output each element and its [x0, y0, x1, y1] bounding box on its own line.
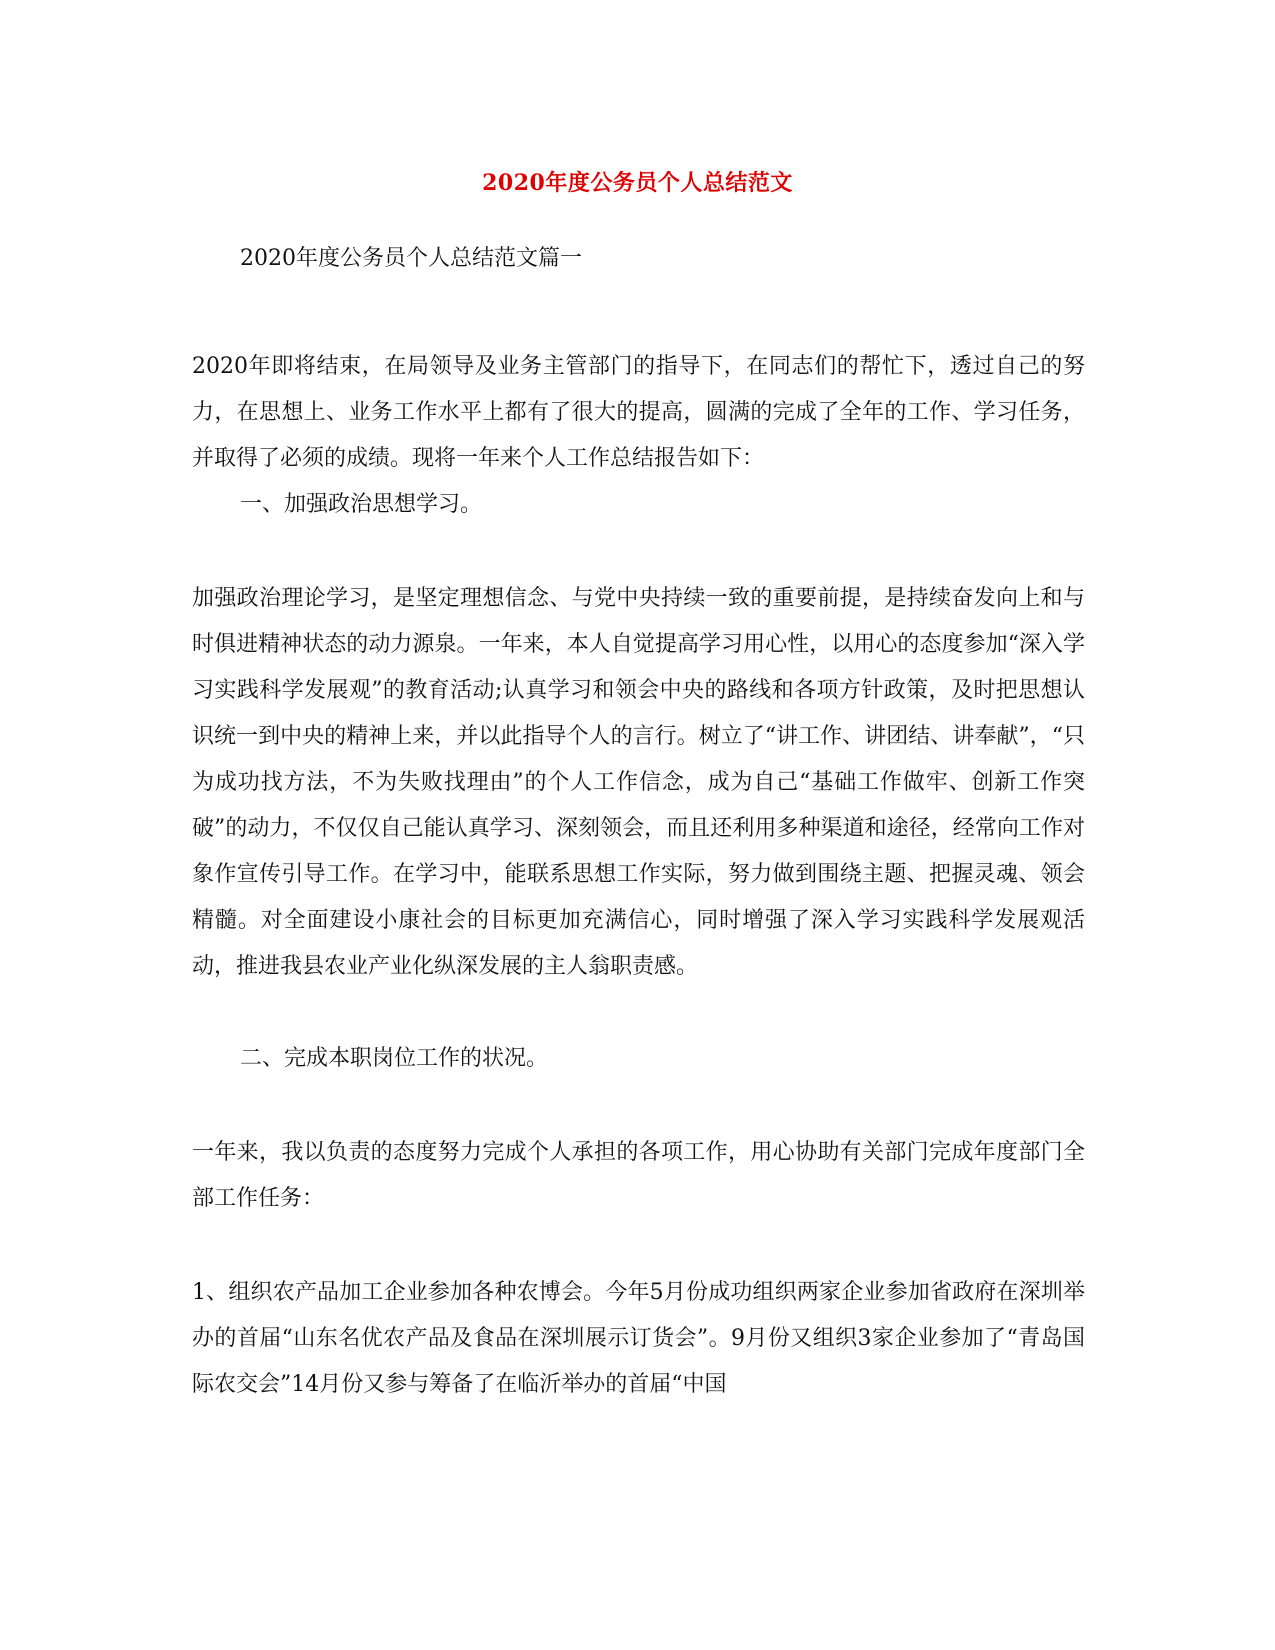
paragraph-item-1: 1、组织农产品加工企业参加各种农博会。今年5月份成功组织两家企业参加省政府在深圳举办的首届“山东名优农产品及食品在深圳展示订货会”。9月份又组织3家企业参加了“青岛国际农交会”14月份又参与筹备了在临沂举办的首届“中国: [192, 1280, 1085, 1397]
paragraph-political-study: 加强政治理论学习，是坚定理想信念、与党中央持续一致的重要前提，是持续奋发向上和与时俱进精神状态的动力源泉。一年来，本人自觉提高学习用心性，以用心的态度参加“深入学习实践科学发展观”的教育活动;认真学习和领会中央的路线和各项方针政策，及时把思想认识统一到中央的精神上来，并以此指导个人的言行。树立了“讲工作、讲团结、讲奉献”，“只为成功找方法，不为失败找理由”的个人工作信念，成为自己“基础工作做牢、创新工作突破”的动力，不仅仅自己能认真学习、深刻领会，而且还利用多种渠道和途径，经常向工作对象作宣传引导工作。在学习中，能联系思想工作实际，努力做到围绕主题、把握灵魂、领会精髓。对全面建设小康社会的目标更加充满信心，同时增强了深入学习实践科学发展观活动，推进我县农业产业化纵深发展的主人翁职责感。: [192, 586, 1085, 979]
paragraph-job-duties: 一年来，我以负责的态度努力完成个人承担的各项工作，用心协助有关部门完成年度部门全部工作任务：: [192, 1140, 1085, 1211]
paragraph-intro: 2020年即将结束，在局领导及业务主管部门的指导下，在同志们的帮忙下，透过自己的努力，在思想上、业务工作水平上都有了很大的提高，圆满的完成了全年的工作、学习任务，并取得了必须的成绩。现将一年来个人工作总结报告如下：: [192, 354, 1085, 471]
section-subtitle: 2020年度公务员个人总结范文篇一: [240, 246, 582, 271]
document-title: 2020年度公务员个人总结范文: [482, 170, 793, 196]
heading-political-study: 一、加强政治思想学习。: [240, 492, 483, 517]
heading-job-duties: 二、完成本职岗位工作的状况。: [240, 1046, 549, 1071]
